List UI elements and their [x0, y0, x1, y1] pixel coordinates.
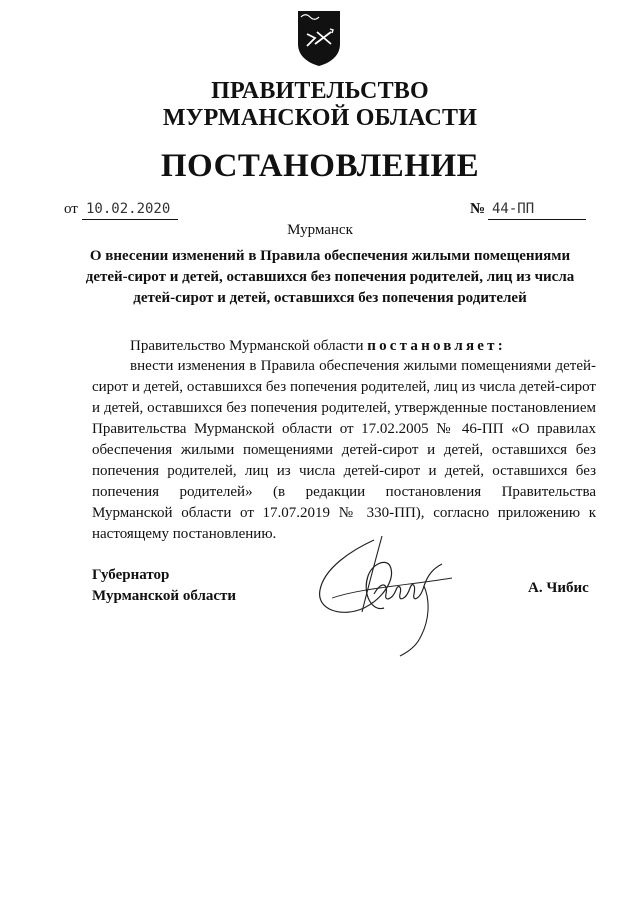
decree-date: 10.02.2020	[82, 199, 178, 220]
coat-of-arms-icon	[295, 8, 343, 68]
government-title-line1: ПРАВИТЕЛЬСТВО	[211, 78, 429, 104]
city-name: Мурманск	[287, 222, 353, 238]
signatory-position	[92, 565, 236, 607]
position-line1: Губернатор	[92, 567, 170, 583]
document-type-title: ПОСТАНОВЛЕНИЕ	[160, 148, 480, 184]
decree-number: 44-ПП	[488, 199, 586, 220]
signatory-name: А. Чибис	[528, 580, 589, 596]
date-prefix: от	[64, 201, 78, 217]
intro-line	[130, 336, 506, 357]
government-title-line2: МУРМАНСКОЙ ОБЛАСТИ	[162, 105, 478, 131]
handwritten-signature-icon	[312, 528, 472, 660]
decree-body: внести изменения в Правила обеспечения жилыми помещениями детей-сирот и детей, оставшихся без попечения родителей, лиц из числа детей-сирот и детей, оставшихся без попечения родителей, утвержденные постановлением Правительства Мурманской области от 17.02.2005 № 46-ПП «О правилах обеспечения жилыми помещениями детей-сирот и детей, оставшихся без попечения родителей, лиц из числа детей-сирот и детей, оставшихся без попечения родителей» (в редакции постановления Правительства Мурманской области от 17.07.2019 № 330-ПП), согласно приложению к настоящему постановлению.	[92, 358, 596, 542]
number-prefix: №	[470, 201, 486, 217]
decree-subject: О внесении изменений в Правила обеспечения жилыми помещениями детей-сирот и детей, оставшихся без попечения родителей, лиц из числа детей-сирот и детей, оставшихся без попечения родителей	[85, 248, 575, 306]
position-line2: Мурманской области	[92, 588, 237, 604]
intro-text: Правительство Мурманской области	[130, 338, 368, 354]
resolves-word: постановляет:	[367, 338, 506, 354]
